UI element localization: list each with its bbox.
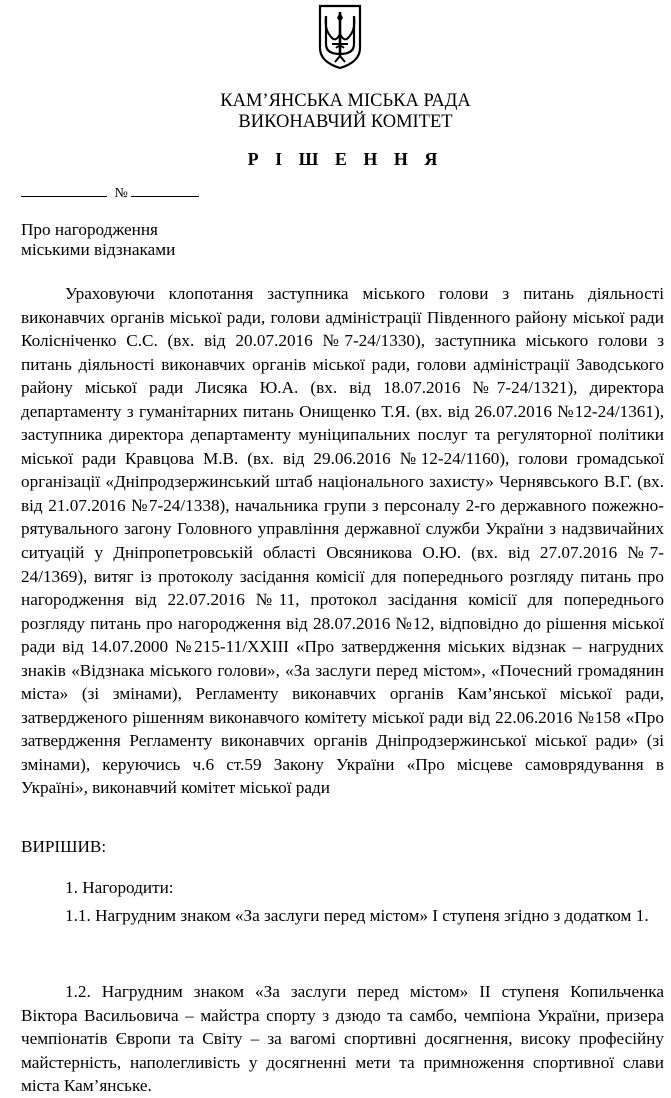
council-name: КАМ’ЯНСЬКА МІСЬКА РАДА xyxy=(220,91,471,111)
decision-subject xyxy=(21,220,175,260)
item-1-1: 1.1. Нагрудним знаком «За заслуги перед містом» I ступеня згідно з додатком 1. xyxy=(65,906,649,925)
date-blank xyxy=(21,185,107,197)
number-sign: № xyxy=(114,186,128,201)
document-type-title: Р І Ш Е Н Н Я xyxy=(247,149,444,169)
subject-line-1: Про нагородження xyxy=(21,220,158,239)
subject-line-2: міськими відзнаками xyxy=(21,240,176,259)
committee-name: ВИКОНАВЧИЙ КОМІТЕТ xyxy=(238,112,453,132)
preamble-paragraph: Ураховуючи клопотання заступника міського голови з питань діяльності виконавчих органів міської ради, голови адміністрації Південного району міської ради Колісніченко С.С. (вх. від 20.07.2016 №7-24/1330), заступника міського голови з питань діяльності виконавчих органів міської ради, голови адміністрації Заводського району міської ради Лисяка Ю.А. (вх. від 18.07.2016 №7-24/1321), директора департаменту з гуманітарних питань Онищенко Т.Я. (вх. від 26.07.2016 №12-24/1361), заступника директора департаменту муніципальних послуг та регуляторної політики міської ради Кравцова М.В. (вх. від 29.06.2016 №12-24/1160), голови громадської організації «Дніпродзержинський штаб національного захисту» Чернявського В.Г. (вх. від 21.07.2016 №7-24/1338), начальника групи з персоналу 2-го державного пожежно-рятувального загону Головного управління державної служби України з надзвичайних ситуацій у Дніпропетровській області Овсяникова О.Ю. (вх. від 27.07.2016 №7-24/1369), витяг із протоколу засідання комісії для попереднього розгляду питань про нагородження від 22.07.2016 №11, протокол засідання комісії для попереднього розгляду питань про нагородження від 28.07.2016 №12, відповідно до рішення міської ради від 14.07.2000 №215-11/XXIII «Про затвердження міських відзнак – нагрудних знаків «Відзнака міського голови», «За заслуги перед містом», «Почесний громадянин міста» (зі змінами), Регламенту виконавчих органів Кам’янської міської ради, затвердженого рішенням виконавчого комітету міської ради від 22.06.2016 №158 «Про затвердження Регламенту виконавчих органів Дніпродзержинської міської ради» (зі змінами), керуючись ч.6 ст.59 Закону України «Про місцеве самоврядування в Україні», виконавчий комітет міської ради xyxy=(21,284,664,798)
number-blank xyxy=(131,185,199,197)
item-1-2: 1.2. Нагрудним знаком «За заслуги перед містом» II ступеня Копильченка Віктора Васильовича – майстра спорту з дзюдо та самбо, чемпіона України, призера чемпіонатів Європи та Світу – за вагомі спортивні досягнення, високу професійну майстерність, наполегливість у досягненні мети та примноження спортивної слави міста Кам’янське. xyxy=(21,982,664,1096)
item-1: 1. Нагородити: xyxy=(65,878,174,897)
decided-heading: ВИРІШИВ: xyxy=(21,837,107,856)
coat-of-arms-icon xyxy=(318,4,362,70)
date-number-line xyxy=(21,182,199,206)
